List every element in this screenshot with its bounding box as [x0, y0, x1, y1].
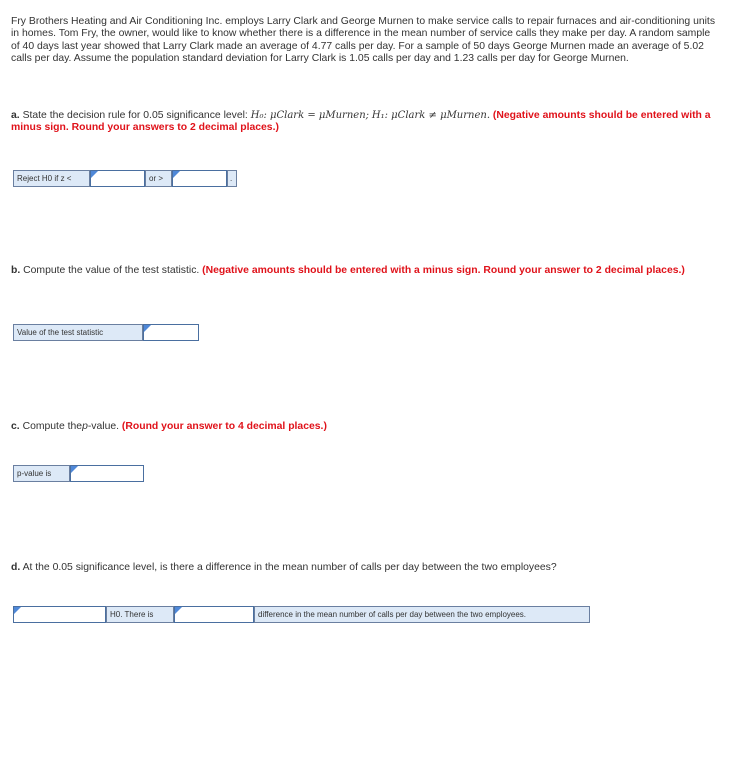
- test-statistic-input[interactable]: [143, 324, 199, 341]
- critical-value-lower-input[interactable]: [90, 170, 145, 187]
- part-b-question: [11, 265, 721, 277]
- part-c-instruction: (Round your answer to 4 decimal places.): [121, 421, 327, 432]
- p-symbol: p: [82, 421, 88, 432]
- conclusion-row: [13, 606, 590, 623]
- part-c-text: Compute the: [22, 421, 83, 432]
- part-a-text: State the decision rule for 0.05 significance level:: [22, 110, 248, 121]
- critical-value-upper-input[interactable]: [172, 170, 227, 187]
- h0-there-is-label: H0. There is: [106, 606, 174, 623]
- p-value-row: [13, 465, 144, 482]
- part-d-question: [11, 562, 721, 574]
- decision-select[interactable]: [13, 606, 106, 623]
- part-b-instruction: (Negative amounts should be entered with a minus sign. Round your answer to 2 decimal places.): [202, 265, 685, 276]
- part-a-instruction: (Negative amounts should be entered with a minus sign. Round your answers to 2 decimal places.): [11, 110, 711, 134]
- alternative-hypothesis: H₁: μClark ≠ μMurnen.: [371, 110, 491, 121]
- test-statistic-label: Value of the test statistic: [13, 324, 143, 341]
- conclusion-end-label: difference in the mean number of calls per day between the two employees.: [254, 606, 590, 623]
- part-a-question: [11, 110, 721, 135]
- part-c-question: [11, 421, 327, 433]
- part-c-text-2: -value.: [87, 421, 120, 432]
- null-hypothesis: H₀: μClark = μMurnen;: [250, 110, 370, 121]
- p-value-input[interactable]: [70, 465, 144, 482]
- difference-select[interactable]: [174, 606, 254, 623]
- part-b-text: Compute the value of the test statistic.: [23, 265, 200, 276]
- part-d-label: d.: [11, 562, 21, 573]
- or-label: or >: [145, 170, 172, 187]
- part-a-label: a.: [11, 110, 20, 121]
- part-d-text: At the 0.05 significance level, is there a difference in the mean number of calls per day between the two employees?: [22, 562, 557, 573]
- part-c-label: c.: [11, 421, 20, 432]
- reject-h0-label: Reject H0 if z <: [13, 170, 90, 187]
- period-label: .: [227, 170, 237, 187]
- decision-rule-row: [13, 170, 237, 187]
- part-b-label: b.: [11, 265, 21, 276]
- problem-statement: Fry Brothers Heating and Air Conditioning Inc. employs Larry Clark and George Murnen to make service calls to repair furnaces and air-conditioning units in homes. Tom Fry, the owner, would like to know whether there is a difference in the mean number of service calls they make per day. A random sample of 40 days last year showed that Larry Clark made an average of 4.77 calls per day. For a sample of 50 days George Murnen made an average of 5.02 calls per day. Assume the population standard deviation for Larry Clark is 1.05 calls per day and 1.23 calls per day for George Murnen.: [11, 16, 716, 65]
- test-statistic-row: [13, 324, 199, 341]
- p-value-label: p-value is: [13, 465, 70, 482]
